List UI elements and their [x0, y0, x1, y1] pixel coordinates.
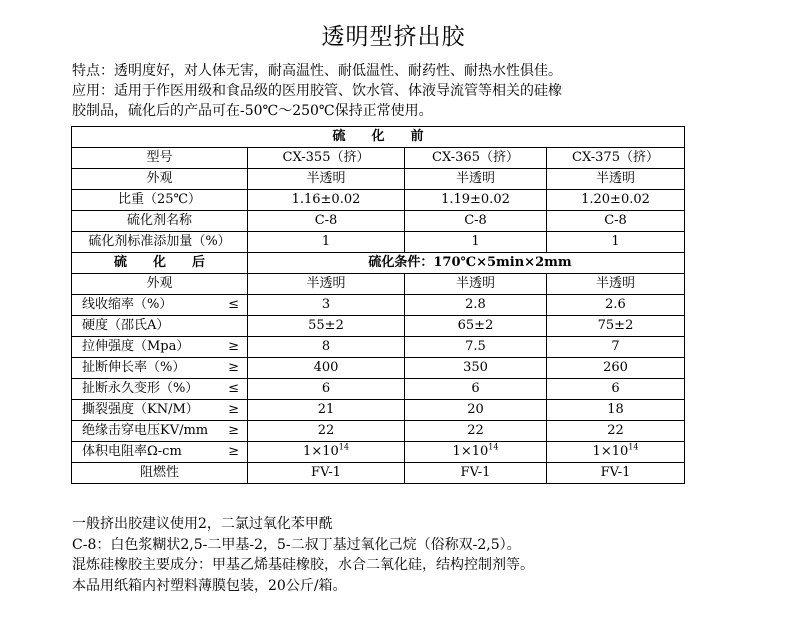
notes-section: [72, 514, 732, 596]
features-text: 特点：透明度好，对人体无害，耐高温性、耐低温性、耐药性、耐热水性俱佳。: [72, 63, 562, 79]
value-cell: 6: [547, 379, 685, 400]
intro-section: [72, 61, 712, 121]
table-row: [72, 337, 685, 358]
note-line: 一般挤出胶建议使用2，二氯过氧化苯甲酰: [72, 516, 333, 532]
value-cell: 2.8: [405, 295, 547, 316]
property-name: 扯断伸长率（%）: [82, 360, 186, 375]
property-name: 体积电阻率Ω-cm: [82, 444, 182, 459]
value-cell: 20: [405, 400, 547, 421]
model-cell: CX-355（挤）: [248, 148, 405, 169]
value-cell: FV-1: [547, 463, 685, 484]
value-cell: 1.19±0.02: [405, 190, 547, 211]
value-cell: 半透明: [248, 169, 405, 190]
resistivity-exponent: 14: [338, 442, 349, 452]
value-cell: 6: [405, 379, 547, 400]
application-text-2: 胶制品，硫化后的产品可在-50℃～250℃保持正常使用。: [72, 103, 433, 119]
comparator-symbol: ≥: [228, 402, 239, 417]
comparator-symbol: ≥: [228, 339, 239, 354]
table-row: [72, 421, 685, 442]
table-row-before-header: [72, 127, 685, 148]
spec-table: [71, 126, 685, 484]
value-cell: 8: [248, 337, 405, 358]
value-cell: 400: [248, 358, 405, 379]
value-cell: 1: [405, 232, 547, 253]
comparator-symbol: ≥: [228, 360, 239, 375]
row-label: [72, 379, 248, 400]
value-cell: 75±2: [547, 316, 685, 337]
value-cell: 22: [248, 421, 405, 442]
value-cell: C-8: [248, 211, 405, 232]
table-row-after-header: [72, 253, 685, 274]
page-title: 透明型挤出胶: [321, 24, 466, 50]
table-row: [72, 232, 685, 253]
value-cell: 1: [547, 232, 685, 253]
value-cell: 半透明: [405, 274, 547, 295]
model-cell: CX-365（挤）: [405, 148, 547, 169]
value-cell: 350: [405, 358, 547, 379]
value-cell: C-8: [547, 211, 685, 232]
row-label: [72, 358, 248, 379]
value-cell: [547, 442, 685, 463]
value-cell: 260: [547, 358, 685, 379]
value-cell: 3: [248, 295, 405, 316]
note-line: C-8：白色浆糊状2,5-二甲基-2，5-二叔丁基过氧化己烷（俗称双-2,5）。: [72, 536, 521, 553]
comparator-symbol: ≥: [228, 423, 239, 438]
value-cell: C-8: [405, 211, 547, 232]
properties-body: [72, 295, 685, 442]
row-label: [72, 316, 248, 337]
row-label: 比重（25℃）: [72, 190, 248, 211]
value-cell: 55±2: [248, 316, 405, 337]
value-cell: 2.6: [547, 295, 685, 316]
property-name: 硬度（邵氏A）: [82, 318, 170, 333]
row-label: [72, 442, 248, 463]
application-text-1: 应用：适用于作医用级和食品级的医用胶管、饮水管、体液导流管等相关的硅橡: [72, 83, 562, 99]
row-label: 外观: [72, 274, 248, 295]
comparator-symbol: ≤: [228, 381, 239, 396]
value-cell: 21: [248, 400, 405, 421]
comparator-symbol: ≤: [228, 297, 239, 312]
table-row: [72, 148, 685, 169]
value-cell: 22: [405, 421, 547, 442]
value-cell: 半透明: [248, 274, 405, 295]
property-name: 拉伸强度（Mpa）: [82, 339, 190, 354]
value-cell: 65±2: [405, 316, 547, 337]
resistivity-base: 1×10: [303, 444, 339, 459]
value-cell: 7.5: [405, 337, 547, 358]
value-cell: FV-1: [405, 463, 547, 484]
after-cure-header: 硫 化 后: [72, 253, 248, 274]
table-row: [72, 358, 685, 379]
row-label: 硫化剂标准添加量（%）: [72, 232, 248, 253]
resistivity-base: 1×10: [452, 444, 489, 459]
note-line: 本品用纸箱内衬塑料薄膜包装，20公斤/箱。: [72, 577, 347, 594]
value-cell: 1.20±0.02: [547, 190, 685, 211]
row-label: 型号: [72, 148, 248, 169]
cure-condition: 硫化条件：170℃×5min×2mm: [248, 253, 685, 274]
row-label: [72, 337, 248, 358]
note-line: 混炼硅橡胶主要成分：甲基乙烯基硅橡胶，水合二氧化硅，结构控制剂等。: [72, 557, 534, 573]
value-cell: 半透明: [547, 169, 685, 190]
table-row: [72, 169, 685, 190]
value-cell: 半透明: [547, 274, 685, 295]
table-row: [72, 274, 685, 295]
value-cell: 18: [547, 400, 685, 421]
value-cell: 半透明: [405, 169, 547, 190]
property-name: 线收缩率（%）: [82, 297, 173, 312]
comparator-symbol: ≥: [228, 444, 239, 459]
row-label: 硫化剂名称: [72, 211, 248, 232]
row-label: [72, 421, 248, 442]
table-row: [72, 463, 685, 484]
table-row: [72, 211, 685, 232]
value-cell: 1: [248, 232, 405, 253]
resistivity-exponent: 14: [628, 442, 639, 452]
row-label: 外观: [72, 169, 248, 190]
property-name: 撕裂强度（KN/M）: [82, 402, 199, 417]
table-row: [72, 316, 685, 337]
table-row: [72, 379, 685, 400]
value-cell: 7: [547, 337, 685, 358]
property-name: 绝缘击穿电压KV/mm: [82, 423, 209, 438]
row-label: [72, 400, 248, 421]
row-label: 阻燃性: [72, 463, 248, 484]
table-row: [72, 295, 685, 316]
model-cell: CX-375（挤）: [547, 148, 685, 169]
table-row-resistivity: [72, 442, 685, 463]
value-cell: FV-1: [248, 463, 405, 484]
value-cell: [248, 442, 405, 463]
value-cell: 1.16±0.02: [248, 190, 405, 211]
resistivity-base: 1×10: [592, 444, 629, 459]
before-cure-header: 硫 化 前: [72, 127, 685, 148]
resistivity-exponent: 14: [488, 442, 499, 452]
value-cell: [405, 442, 547, 463]
table-row: [72, 400, 685, 421]
row-label: [72, 295, 248, 316]
property-name: 扯断永久变形（%）: [82, 381, 199, 396]
value-cell: 6: [248, 379, 405, 400]
value-cell: 22: [547, 421, 685, 442]
table-row: [72, 190, 685, 211]
